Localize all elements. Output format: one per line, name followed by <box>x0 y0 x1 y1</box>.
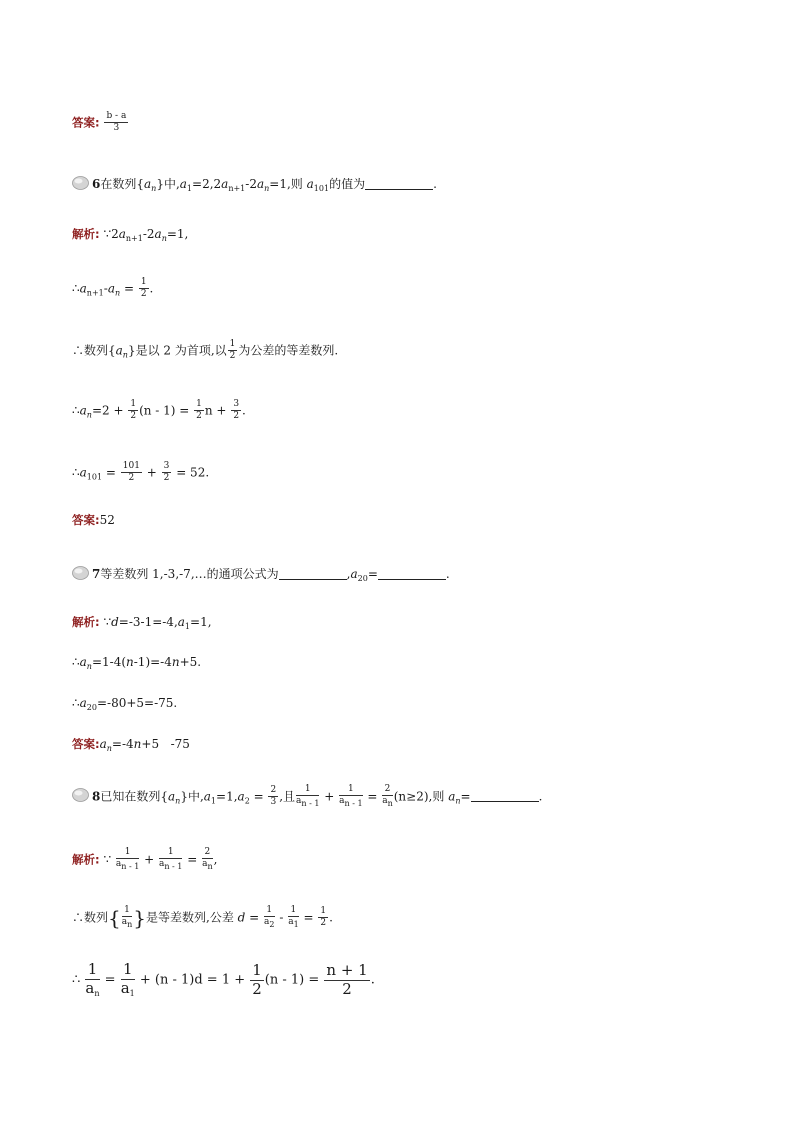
q7-solution-3: $\therefore a_{20}=-80+5=-75$. <box>72 696 178 712</box>
q6-solution-2: $\therefore a_{n+1}-a_n$ = $\frac{1}{2}$ . <box>72 277 154 300</box>
fraction-n-plus-1-over-2: $\frac{n + 1}{2}$ <box>326 960 368 998</box>
q7-solution-1: 解析: $\because d=-3-1=-4,a_1=1$, <box>72 615 212 631</box>
answer-blank <box>471 790 539 802</box>
q8-solution-3: ∴ $\frac{1}{a_n}$ = $\frac{1}{a_1}$ + (n - 1)d = 1 + $\frac{1}{2}$ (n - 1) = $\frac{n + 1}{2}$ . <box>72 960 375 998</box>
answer-label: 答案: <box>72 115 100 130</box>
question-bullet-icon <box>72 176 89 190</box>
analysis-label: 解析: <box>72 615 100 629</box>
fraction-one-half: $\frac{1}{2}$ <box>229 339 236 362</box>
q7-prompt: 7等差数列 1,-3,-7,…的通项公式为 $,a_{20}=$ . <box>72 566 450 583</box>
fraction-two-thirds: $\frac{2}{3}$ <box>270 784 277 808</box>
fraction-2-over-an: $\frac{2}{a_n}$ <box>202 847 213 872</box>
question-bullet-icon <box>72 788 89 802</box>
q8-solution-1: 解析: ∵ $\frac{1}{a_{n - 1}}$ + $\frac{1}{a_{n - 1}}$ = $\frac{2}{a_n}$ , <box>72 847 218 872</box>
analysis-label: 解析: <box>72 227 100 241</box>
q6-answer-line: 答案:52 <box>72 513 115 527</box>
fraction-1-over-a1: $\frac{1}{a_1}$ <box>120 960 135 998</box>
q6-solution-3: ∴数列$\{a_n\}$是以 2 为首项,以 $\frac{1}{2}$ 为公差的等差数列. <box>72 339 339 362</box>
fraction-one-half: $\frac{1}{2}$ <box>140 277 147 300</box>
q5-answer-fraction: $\frac{b - a}{3}$ <box>106 111 127 134</box>
q7-answer-line: 答案$:a_n=-4n+5$ -75 <box>72 737 190 753</box>
question-bullet-icon <box>72 566 89 580</box>
fraction-one-half: $\frac{1}{2}$ <box>320 905 327 929</box>
fraction-1-over-a1: $\frac{1}{a_1}$ <box>288 905 299 930</box>
answer-blank <box>279 568 347 580</box>
answer-blank <box>378 568 446 580</box>
fraction-1-over-a: $\frac{1}{a_{n - 1}}$ <box>339 784 363 809</box>
fraction-1-over-a: $\frac{1}{a_{n - 1}}$ <box>296 784 320 809</box>
fraction-1-over-a: $\frac{1}{a_{n - 1}}$ <box>158 847 183 872</box>
analysis-label: 解析: <box>72 852 100 867</box>
fraction-1-over-a: $\frac{1}{a_{n - 1}}$ <box>115 847 140 872</box>
fraction-three-halves: $\frac{3}{2}$ <box>163 461 170 484</box>
q6-solution-1: 解析: $\because 2a_{n+1}-2a_n=1$, <box>72 227 189 243</box>
q6-prompt: 6在数列$\{a_n\}$中$,a_1=2,2a_{n+1}-2a_n=1$,则 $a_{101}$的值为 . <box>72 176 437 193</box>
fraction-1-over-an: $\frac{1}{a_n}$ <box>85 960 100 998</box>
q5-answer-line <box>72 112 129 134</box>
answer-label: 答案: <box>72 737 100 751</box>
answer-label: 答案: <box>72 513 100 527</box>
q7-solution-2: $\therefore a_n=1-4(n-1)=-4n+5$. <box>72 655 202 671</box>
q6-solution-5: $\therefore a_{101}$ = $\frac{101}{2}$ + $\frac{3}{2}$ = 52. <box>72 461 210 484</box>
fraction-1-over-a2: $\frac{1}{a_2}$ <box>264 905 275 930</box>
fraction-2-over-an: $\frac{2}{a_n}$ <box>382 784 393 809</box>
q8-prompt: 8已知在数列$\{a_n\}$中$,a_1=1,a_2$ = $\frac{2}{3}$ ,且 $\frac{1}{a_{n - 1}}$ + $\frac{1}{a_{n - 1}}$ = $\frac{2}{a_n}$ (n≥2),则 $a_n=$ . <box>72 785 542 809</box>
fraction-1-over-an: $\frac{1}{a_n}$ <box>121 905 133 930</box>
q6-solution-4: $\therefore a_n=2$ + $\frac{1}{2}$ (n - 1) = $\frac{1}{2}$ n + $\frac{3}{2}$ . <box>72 399 246 422</box>
fraction-101-halves: $\frac{101}{2}$ <box>122 461 140 484</box>
answer-blank <box>365 178 433 190</box>
fraction-one-half: $\frac{1}{2}$ <box>196 399 202 422</box>
fraction-one-half: $\frac{1}{2}$ <box>252 960 262 998</box>
fraction-one-half: $\frac{1}{2}$ <box>130 399 137 422</box>
fraction-three-halves: $\frac{3}{2}$ <box>233 399 240 422</box>
q8-solution-2: ∴数列{ $\frac{1}{a_n}$ }是等差数列,公差 d = $\frac{1}{a_2}$ - $\frac{1}{a_1}$ = $\frac{1}{2}$ . <box>72 905 333 930</box>
